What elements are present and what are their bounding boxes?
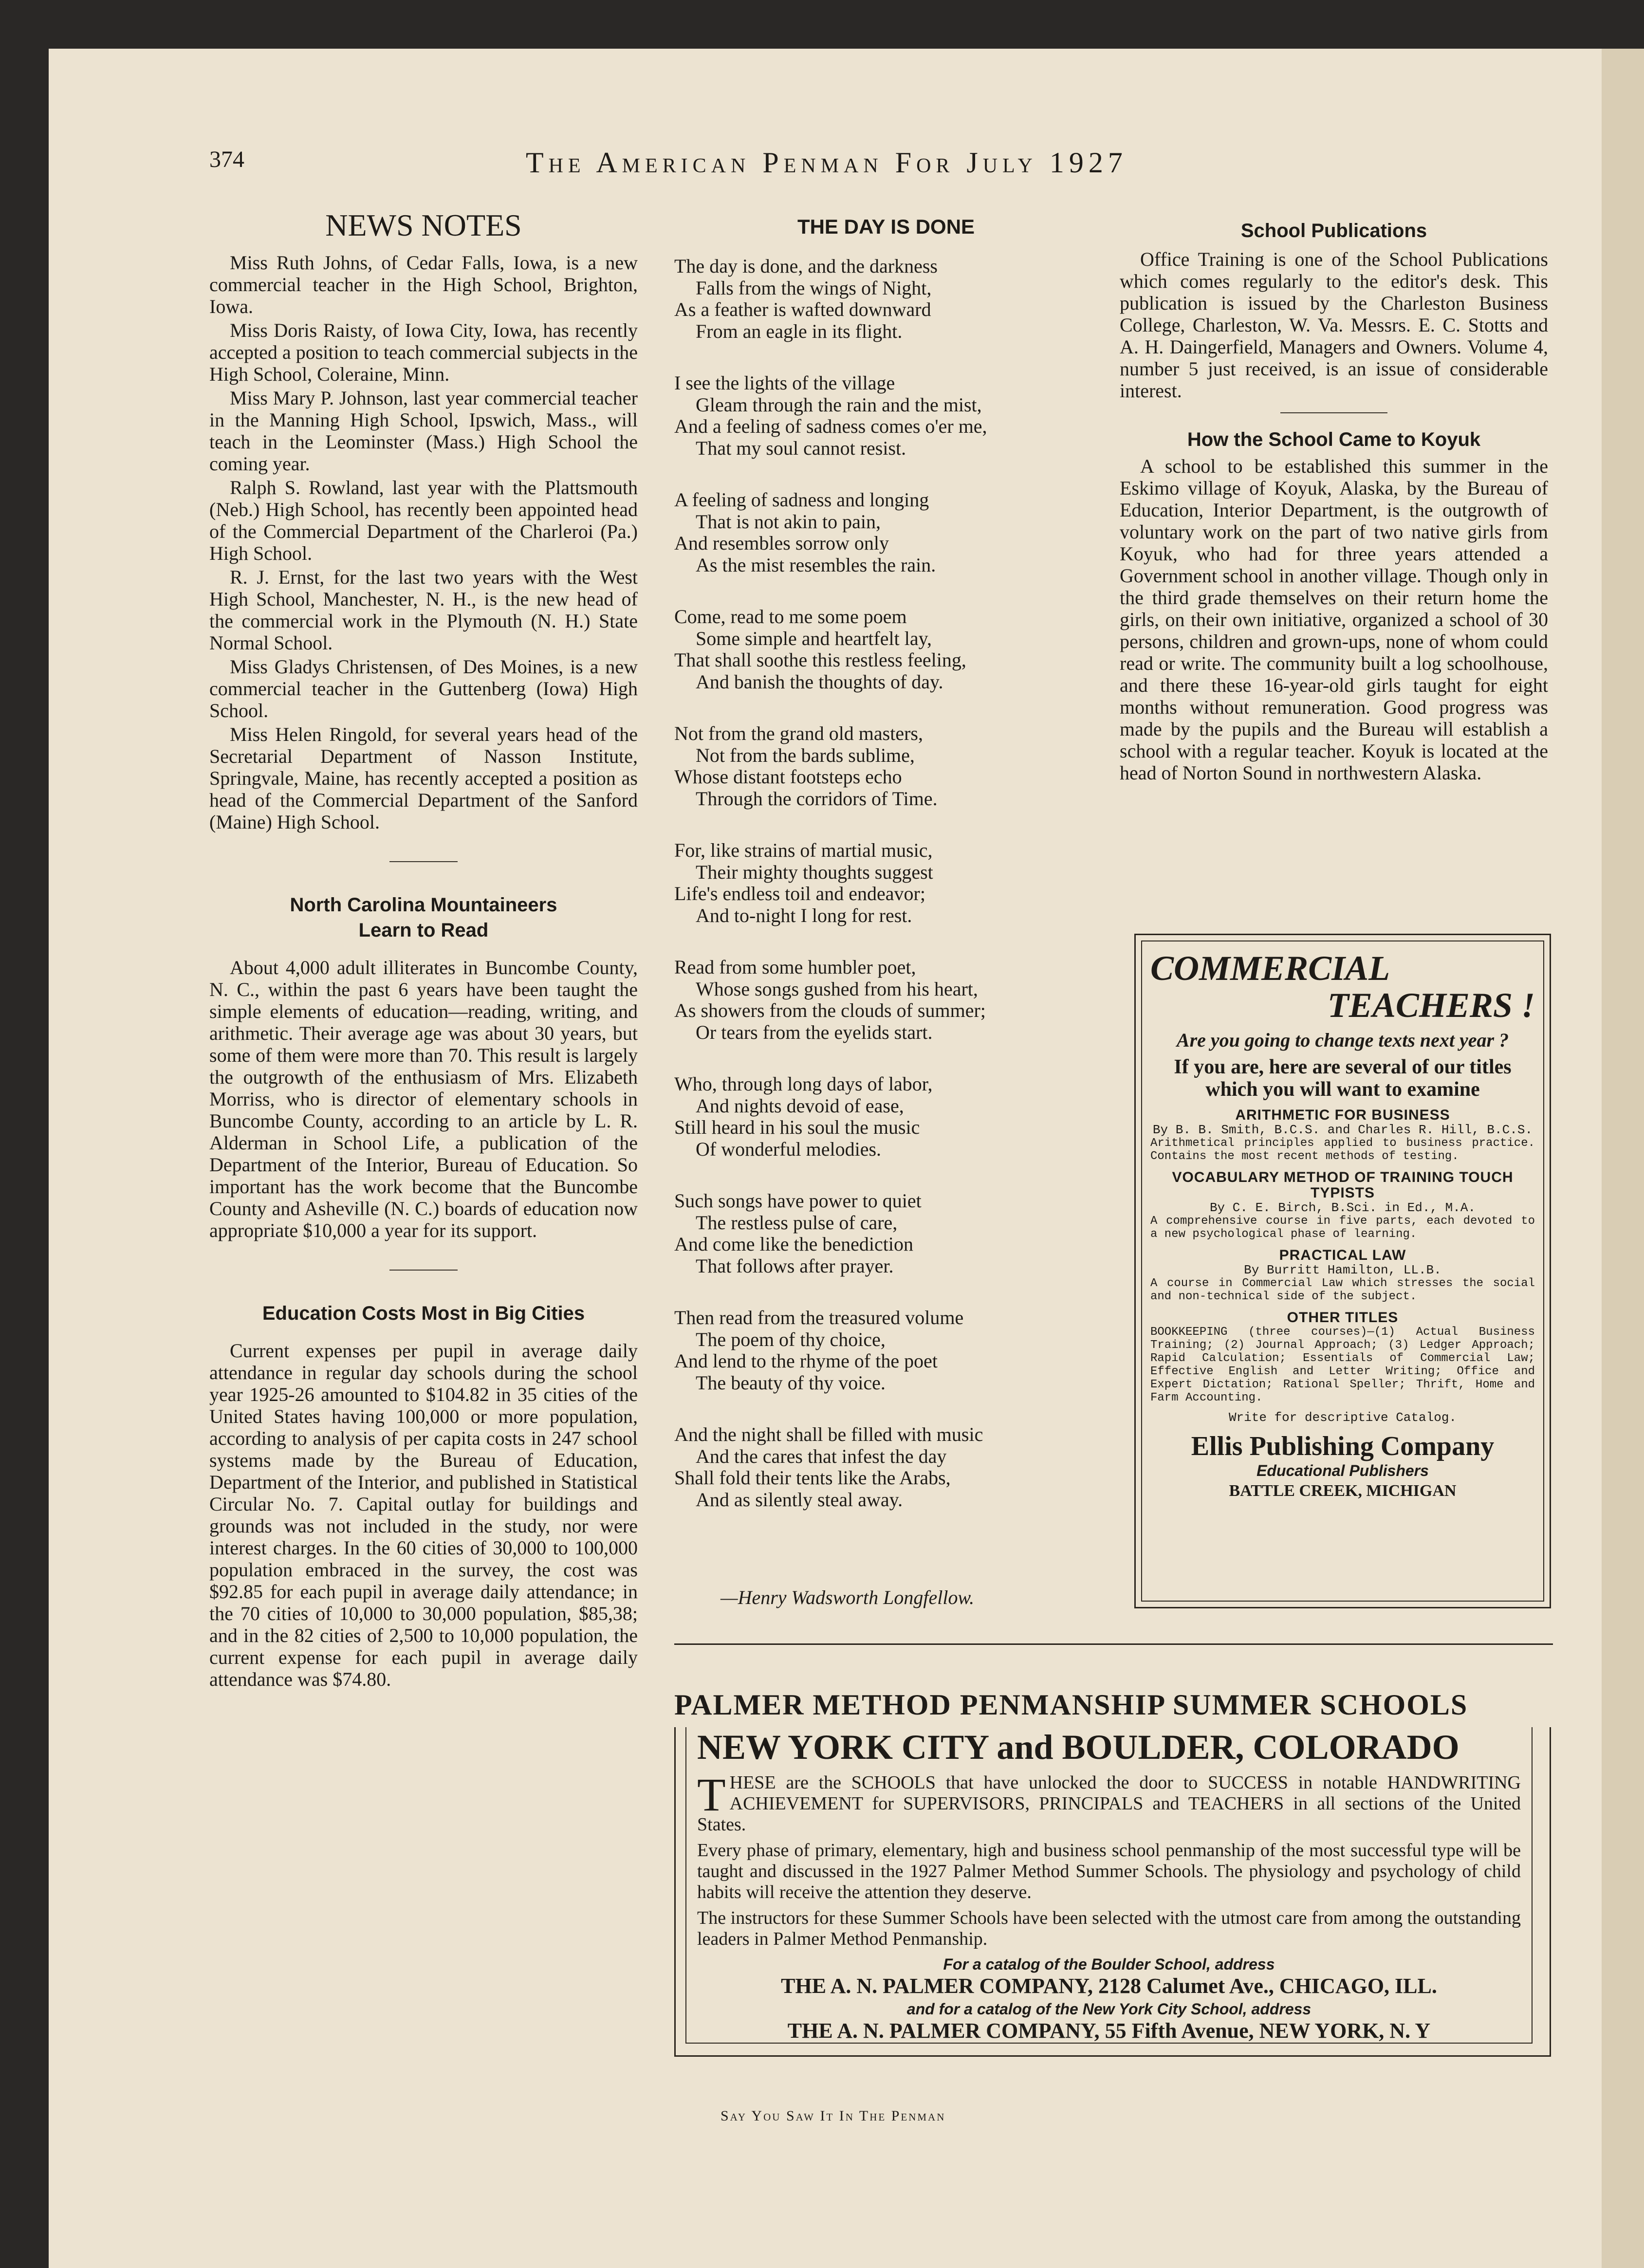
poem bbox=[674, 256, 1122, 1541]
poem-line: Whose distant footsteps echo bbox=[674, 766, 902, 788]
ny-note: and for a catalog of the New York City School, address bbox=[906, 2000, 1312, 2018]
palmer-subhead: NEW YORK CITY and BOULDER, COLORADO bbox=[697, 1728, 1459, 1767]
palmer-headline: PALMER METHOD PENMANSHIP SUMMER SCHOOLS bbox=[674, 1689, 1468, 1721]
palmer-advertisement bbox=[674, 1688, 1551, 2058]
poem-line: And come like the benediction bbox=[674, 1233, 913, 1255]
poem-line: That follows after prayer. bbox=[696, 1254, 894, 1277]
news-paragraph: Ralph S. Rowland, last year with the Plattsmouth (Neb.) High School, has recently been appointed head of the Commercial Department of the Charleroi (Pa.) High School. bbox=[209, 477, 638, 564]
poem-line: Still heard in his soul the music bbox=[674, 1116, 920, 1138]
nc-body: About 4,000 adult illiterates in Buncombe County, N. C., within the past 6 years have been taught the simple elements of education—reading, writing, and arithmetic. Their average age was about 30 years, but some of them were more than 70. This result is largely the outgrowth of the enthusiasm of Mrs. Elizabeth Morriss, who is director of elementary schools in Buncombe County, according to an article by L. R. Alderman in School Life, a publication of the Department of the Interior, Bureau of Education. So important has the work become that the Buncombe County and Asheville (N. C.) boards of education now appropriate $10,000 a year for its support. bbox=[209, 957, 638, 1241]
book-author: By Burritt Hamilton, LL.B. bbox=[1244, 1263, 1441, 1277]
ellis-advertisement bbox=[1134, 934, 1551, 1608]
ny-address: THE A. N. PALMER COMPANY, 55 Fifth Avenue, NEW YORK, N. Y bbox=[787, 2019, 1431, 2043]
nc-heading: North Carolina Mountaineers Learn to Read bbox=[290, 894, 557, 941]
costs-heading: Education Costs Most in Big Cities bbox=[262, 1303, 585, 1324]
poem-stanza bbox=[674, 606, 1122, 693]
poem-line: The day is done, and the darkness bbox=[674, 255, 938, 277]
palmer-box-inner bbox=[685, 1727, 1533, 2044]
book-spine bbox=[1602, 49, 1644, 2268]
divider bbox=[1280, 412, 1387, 413]
poem-stanza bbox=[674, 723, 1122, 810]
poem-line: And the cares that infest the day bbox=[696, 1445, 947, 1467]
palmer-paragraph: Every phase of primary, elementary, high and business school penmanship of the most successful type will be taught and discussed in the 1927 Palmer Method Summer Schools. The physiology and psychology of child habits will receive the attention they deserve. bbox=[697, 1840, 1521, 1902]
news-paragraph: Miss Gladys Christensen, of Des Moines, is a new commercial teacher in the Guttenberg (Iowa) High School. bbox=[209, 656, 638, 721]
divider bbox=[389, 861, 458, 862]
poem-stanza bbox=[674, 1073, 1122, 1160]
poem-stanza bbox=[674, 372, 1122, 459]
ad-headline-teachers: TEACHERS ! bbox=[1327, 986, 1535, 1025]
palmer-intro-text: HESE are the SCHOOLS that have unlocked the door to SUCCESS in notable HANDWRITING ACHIEVEMENT for SUPERVISORS, PRINCIPALS and TEACHERS in all sections of the United States. bbox=[697, 1772, 1521, 1835]
running-title: The American Penman For July 1927 bbox=[526, 147, 1127, 179]
news-paragraph: Miss Helen Ringold, for several years head of the Secretarial Department of Nasson Institute, Springvale, Maine, has recently accepted a position as head of the Commercial Department of the Sanford (Maine) High School. bbox=[209, 723, 638, 833]
poem-line: Through the corridors of Time. bbox=[696, 787, 938, 810]
poem-line: As the mist resembles the rain. bbox=[696, 553, 936, 576]
palmer-paragraph: The instructors for these Summer Schools have been selected with the utmost care from among the outstanding leaders in Palmer Method Penmanship. bbox=[697, 1908, 1521, 1949]
poem-line: That my soul cannot resist. bbox=[696, 437, 906, 459]
news-paragraph: Miss Doris Raisty, of Iowa City, Iowa, has recently accepted a position to teach commercial subjects in the High School, Coleraine, Minn. bbox=[209, 319, 638, 385]
poem-line: Whose songs gushed from his heart, bbox=[696, 977, 978, 1000]
news-paragraph: Miss Ruth Johns, of Cedar Falls, Iowa, is a new commercial teacher in the High School, Brighton, Iowa. bbox=[209, 252, 638, 317]
poem-stanza bbox=[674, 1424, 1122, 1511]
school-publications-body: Office Training is one of the School Publications which comes regularly to the editor's desk. This publication is issued by the Charleston Business College, Charleston, W. Va. Messrs. E. C. Stotts and A. H. Daingerfield, Managers and Owners. Volume 4, number 5 just received, is an issue of considerable interest. bbox=[1120, 248, 1548, 402]
ad-headline-commercial: COMMERCIAL bbox=[1150, 949, 1390, 988]
palmer-box-outer bbox=[674, 1727, 1551, 2057]
poem-line: Or tears from the eyelids start. bbox=[696, 1021, 933, 1043]
footer-slogan: Say You Saw It In The Penman bbox=[720, 2108, 946, 2124]
poem-line: Shall fold their tents like the Arabs, bbox=[674, 1467, 951, 1489]
ad-question: Are you going to change texts next year ? bbox=[1176, 1029, 1509, 1051]
poem-line: Not from the grand old masters, bbox=[674, 722, 923, 744]
poem-line: The poem of thy choice, bbox=[696, 1328, 886, 1350]
poem-line: A feeling of sadness and longing bbox=[674, 489, 929, 511]
poem-title: THE DAY IS DONE bbox=[797, 215, 975, 238]
book-author: By C. E. Birch, B.Sci. in Ed., M.A. bbox=[1209, 1200, 1476, 1215]
section-rule bbox=[674, 1643, 1553, 1645]
poem-line: As a feather is wafted downward bbox=[674, 298, 931, 320]
ad-pitch: If you are, here are several of our titles which you will want to examine bbox=[1174, 1056, 1512, 1101]
poem-line: Read from some humbler poet, bbox=[674, 956, 916, 978]
poem-line: That is not akin to pain, bbox=[696, 510, 881, 533]
poem-line: Life's endless toil and endeavor; bbox=[674, 883, 925, 904]
poem-line: Falls from the wings of Night, bbox=[696, 277, 932, 299]
divider bbox=[389, 1270, 458, 1271]
book-description: Arithmetical principles applied to business practice. Contains the most recent methods of testing. bbox=[1150, 1137, 1535, 1163]
ad-catalog-note: Write for descriptive Catalog. bbox=[1228, 1410, 1457, 1425]
poem-line: The restless pulse of care, bbox=[696, 1211, 898, 1234]
koyuk-body: A school to be established this summer in the Eskimo village of Koyuk, Alaska, by the Bureau of Education, Interior Department, is the outgrowth of voluntary work on the part of two native girls from Koyuk, who had for three years attended a Government school in another village. Though only in the third grade themselves on their return home the girls, on their own initiative, organized a school of 30 persons, children and grown-ups, none of whom could read or write. The community built a log schoolhouse, and there these 16-year-old girls taught for eight months without remuneration. Good progress was made by the pupils and the Bureau will establish a school with a regular teacher. Koyuk is located at the head of Norton Sound in northwestern Alaska. bbox=[1120, 455, 1548, 784]
poem-stanza bbox=[674, 1307, 1122, 1394]
poem-line: And banish the thoughts of day. bbox=[696, 670, 943, 693]
poem-line: And lend to the rhyme of the poet bbox=[674, 1350, 938, 1372]
left-column bbox=[209, 208, 638, 1692]
ad-location: BATTLE CREEK, MICHIGAN bbox=[1229, 1482, 1457, 1500]
news-paragraph: Miss Mary P. Johnson, last year commercial teacher in the Manning High School, Ipswich, Mass., will teach in the Leominster (Mass.) High School the coming year. bbox=[209, 387, 638, 475]
book-description: A course in Commercial Law which stresses the social and non-technical side of the subject. bbox=[1150, 1277, 1535, 1303]
ad-tagline: Educational Publishers bbox=[1256, 1462, 1429, 1479]
book-author: By B. B. Smith, B.C.S. and Charles R. Hill, B.C.S. bbox=[1152, 1123, 1533, 1137]
boulder-address: THE A. N. PALMER COMPANY, 2128 Calumet Ave., CHICAGO, ILL. bbox=[781, 1974, 1437, 1998]
poem-line: And a feeling of sadness comes o'er me, bbox=[674, 415, 987, 437]
ad-company-name: Ellis Publishing Company bbox=[1191, 1431, 1495, 1461]
poem-line: Then read from the treasured volume bbox=[674, 1307, 964, 1328]
poem-line: Such songs have power to quiet bbox=[674, 1190, 922, 1212]
poem-stanza bbox=[674, 489, 1122, 576]
poem-line: I see the lights of the village bbox=[674, 372, 895, 394]
poem-line: Who, through long days of labor, bbox=[674, 1073, 933, 1095]
poem-line: And the night shall be filled with music bbox=[674, 1423, 983, 1445]
poem-line: And resembles sorrow only bbox=[674, 532, 889, 554]
book-title: VOCABULARY METHOD OF TRAINING TOUCH TYPISTS bbox=[1172, 1169, 1514, 1201]
poem-line: For, like strains of martial music, bbox=[674, 839, 933, 861]
poem-line: Gleam through the rain and the mist, bbox=[696, 393, 982, 416]
poem-line: That shall soothe this restless feeling, bbox=[674, 649, 966, 671]
palmer-intro bbox=[697, 1769, 1521, 1835]
poem-line: Some simple and heartfelt lay, bbox=[696, 627, 932, 649]
poem-stanza bbox=[674, 1190, 1122, 1277]
book-description: A comprehensive course in five parts, each devoted to a new psychological phase of learning. bbox=[1150, 1215, 1535, 1241]
poem-line: Come, read to me some poem bbox=[674, 606, 907, 627]
poem-line: As showers from the clouds of summer; bbox=[674, 999, 986, 1021]
book-title: ARITHMETIC FOR BUSINESS bbox=[1235, 1107, 1450, 1123]
poem-line: Of wonderful melodies. bbox=[696, 1138, 882, 1160]
drop-cap: T bbox=[697, 1769, 726, 1821]
poem-line: And as silently steal away. bbox=[696, 1488, 903, 1511]
poem-stanza bbox=[674, 840, 1122, 926]
book-title: PRACTICAL LAW bbox=[1279, 1247, 1406, 1263]
right-column bbox=[1120, 218, 1548, 786]
poem-line: Their mighty thoughts suggest bbox=[696, 861, 933, 883]
book-title: OTHER TITLES bbox=[1287, 1309, 1399, 1326]
school-publications-heading: School Publications bbox=[1240, 220, 1427, 241]
koyuk-heading: How the School Came to Koyuk bbox=[1187, 429, 1481, 450]
poem-line: And to-night I long for rest. bbox=[696, 904, 912, 926]
poem-line: Not from the bards sublime, bbox=[696, 744, 915, 766]
page-number: 374 bbox=[209, 147, 244, 172]
boulder-note: For a catalog of the Boulder School, address bbox=[943, 1955, 1275, 1973]
book-description: BOOKKEEPING (three courses)—(1) Actual Business Training; (2) Journal Approach; (3) Ledger Approach; Rapid Calculation; Essentials of Commercial Law; Effective English and Letter Writing; Office and Expert Dictation; Rational Speller; Thrift, Home and Farm Accounting. bbox=[1150, 1326, 1535, 1404]
poem-attribution: —Henry Wadsworth Longfellow. bbox=[720, 1586, 975, 1608]
poem-line: And nights devoid of ease, bbox=[696, 1094, 904, 1117]
news-paragraph: R. J. Ernst, for the last two years with the West High School, Manchester, N. H., is the new head of the commercial work in the Plymouth (N. H.) State Normal School. bbox=[209, 566, 638, 654]
costs-body: Current expenses per pupil in average daily attendance in regular day schools during the school year 1925-26 amounted to $104.82 in 35 cities of the United States having 100,000 or more population, according to analysis of per capita costs in 247 school systems made by the Bureau of Education, Department of the Interior, and published in Statistical Circular No. 7. Capital outlay for buildings and grounds was not included in the study, nor were interest charges. In the 60 cities of 30,000 to 100,000 population embraced in the survey, the cost was $92.85 for each pupil in average daily attendance; in the 70 cities of 10,000 to 30,000 population, $85,38; and in the 82 cities of 2,500 to 10,000 population, the current expense for each pupil in average daily attendance was $74.80. bbox=[209, 1340, 638, 1690]
news-notes-title: NEWS NOTES bbox=[325, 208, 522, 242]
poem-stanza bbox=[674, 256, 1122, 342]
poem-stanza bbox=[674, 957, 1122, 1043]
poem-line: The beauty of thy voice. bbox=[696, 1371, 886, 1394]
poem-line: From an eagle in its flight. bbox=[696, 320, 903, 342]
